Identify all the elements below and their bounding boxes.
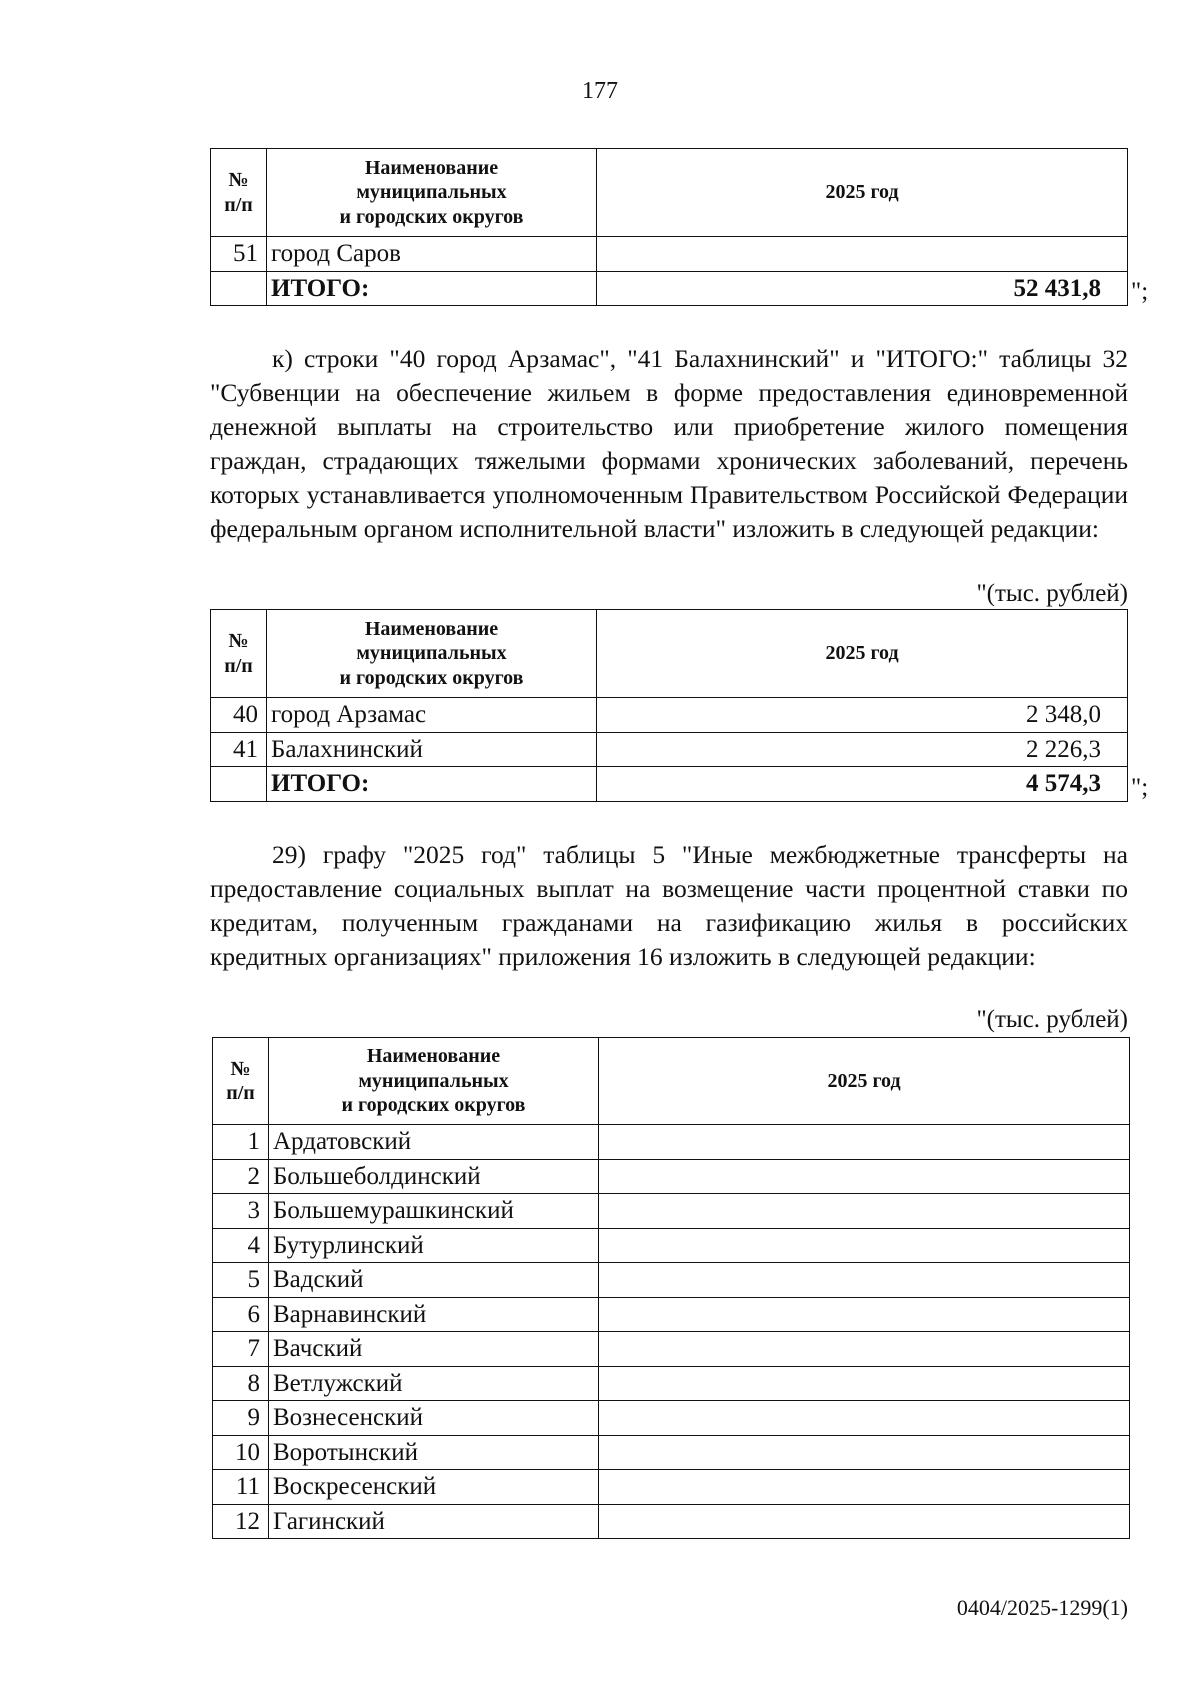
municipality-name: Ветлужский xyxy=(269,1366,599,1401)
table-row xyxy=(213,1504,1130,1539)
year-2025-value xyxy=(599,1297,1130,1332)
year-2025-value xyxy=(599,1125,1130,1160)
page-number: 177 xyxy=(582,78,618,104)
row-number: 2 xyxy=(213,1159,269,1194)
year-2025-value xyxy=(599,1159,1130,1194)
header-year: 2025 год xyxy=(599,1038,1130,1125)
total-value: 52 431,8 xyxy=(597,271,1128,306)
year-2025-value xyxy=(599,1366,1130,1401)
paragraph-k: к) строки "40 город Арзамас", "41 Балахнинский" и "ИТОГО:" таблицы 32 "Субвенции на обеспечение жильем в форме предоставления единовременной денежной выплаты на строительство или приобретение жилого помещения граждан, страдающих тяжелыми формами хронических заболеваний, перечень которых устанавливается уполномоченным Правительством Российской Федерации федеральным органом исполнительной власти" изложить в следующей редакции: xyxy=(210,344,1128,543)
table-row xyxy=(213,1332,1130,1367)
row-number: 1 xyxy=(213,1125,269,1160)
row-number xyxy=(211,767,267,802)
row-number: 51 xyxy=(211,237,267,272)
row-number: 12 xyxy=(213,1504,269,1539)
total-value: 4 574,3 xyxy=(597,767,1128,802)
total-row xyxy=(211,767,1128,802)
units-label-1: "(тыс. рублей) xyxy=(976,580,1128,607)
table-5 xyxy=(212,1037,1130,1539)
year-2025-value: 2 348,0 xyxy=(597,698,1128,733)
municipality-name: Большемурашкинский xyxy=(269,1194,599,1229)
year-2025-value: 2 226,3 xyxy=(597,732,1128,767)
municipality-name: Варнавинский xyxy=(269,1297,599,1332)
document-code: 0404/2025-1299(1) xyxy=(956,1595,1128,1620)
row-number: 5 xyxy=(213,1263,269,1298)
header-num: № п/п xyxy=(211,610,267,698)
row-number: 9 xyxy=(213,1401,269,1436)
row-number: 41 xyxy=(211,732,267,767)
year-2025-value xyxy=(597,237,1128,272)
year-2025-value xyxy=(599,1470,1130,1505)
table-row xyxy=(213,1297,1130,1332)
table-row xyxy=(213,1263,1130,1298)
header-year: 2025 год xyxy=(597,149,1128,237)
table-row xyxy=(213,1470,1130,1505)
total-label: ИТОГО: xyxy=(267,767,597,802)
table-row xyxy=(213,1194,1130,1229)
row-number xyxy=(211,271,267,306)
municipality-name: Воротынский xyxy=(269,1435,599,1470)
row-number: 10 xyxy=(213,1435,269,1470)
table-row xyxy=(213,1159,1130,1194)
year-2025-value xyxy=(599,1263,1130,1298)
year-2025-value xyxy=(599,1435,1130,1470)
municipality-name: Ардатовский xyxy=(269,1125,599,1160)
row-number: 11 xyxy=(213,1470,269,1505)
year-2025-value xyxy=(599,1228,1130,1263)
table-row xyxy=(211,698,1128,733)
header-num: № п/п xyxy=(213,1038,269,1125)
header-name: Наименование муниципальных и городских округов xyxy=(269,1038,599,1125)
year-2025-value xyxy=(599,1504,1130,1539)
total-label: ИТОГО: xyxy=(267,271,597,306)
table-row xyxy=(213,1435,1130,1470)
table2-closing-quote: "; xyxy=(1131,774,1149,801)
table-32 xyxy=(210,609,1128,802)
table-row xyxy=(213,1228,1130,1263)
table-row xyxy=(211,732,1128,767)
row-number: 4 xyxy=(213,1228,269,1263)
total-row xyxy=(211,271,1128,306)
municipality-name: город Саров xyxy=(267,237,597,272)
municipality-name: Гагинский xyxy=(269,1504,599,1539)
year-2025-value xyxy=(599,1194,1130,1229)
row-number: 7 xyxy=(213,1332,269,1367)
municipality-name: Вачский xyxy=(269,1332,599,1367)
paragraph-29: 29) графу "2025 год" таблицы 5 "Иные межбюджетные трансферты на предоставление социальных выплат на возмещение части процентной ставки по кредитам, полученным гражданами на газификацию жилья в российских кредитных организациях" приложения 16 изложить в следующей редакции: xyxy=(210,840,1128,971)
header-name: Наименование муниципальных и городских округов xyxy=(267,149,597,237)
row-number: 40 xyxy=(211,698,267,733)
row-number: 6 xyxy=(213,1297,269,1332)
units-label-2: "(тыс. рублей) xyxy=(976,1006,1128,1033)
table-row xyxy=(213,1366,1130,1401)
municipality-name: Вознесенский xyxy=(269,1401,599,1436)
municipality-name: Бутурлинский xyxy=(269,1228,599,1263)
table-row xyxy=(213,1401,1130,1436)
row-number: 3 xyxy=(213,1194,269,1229)
header-name: Наименование муниципальных и городских округов xyxy=(267,610,597,698)
table-row xyxy=(213,1125,1130,1160)
municipality-name: Воскресенский xyxy=(269,1470,599,1505)
municipality-name: Балахнинский xyxy=(267,732,597,767)
municipality-name: Вадский xyxy=(269,1263,599,1298)
table1-closing-quote: "; xyxy=(1131,278,1149,305)
municipality-name: город Арзамас xyxy=(267,698,597,733)
table-row xyxy=(211,237,1128,272)
table-continuation xyxy=(210,148,1128,306)
header-num: № п/п xyxy=(211,149,267,237)
header-year: 2025 год xyxy=(597,610,1128,698)
row-number: 8 xyxy=(213,1366,269,1401)
year-2025-value xyxy=(599,1401,1130,1436)
year-2025-value xyxy=(599,1332,1130,1367)
municipality-name: Большеболдинский xyxy=(269,1159,599,1194)
